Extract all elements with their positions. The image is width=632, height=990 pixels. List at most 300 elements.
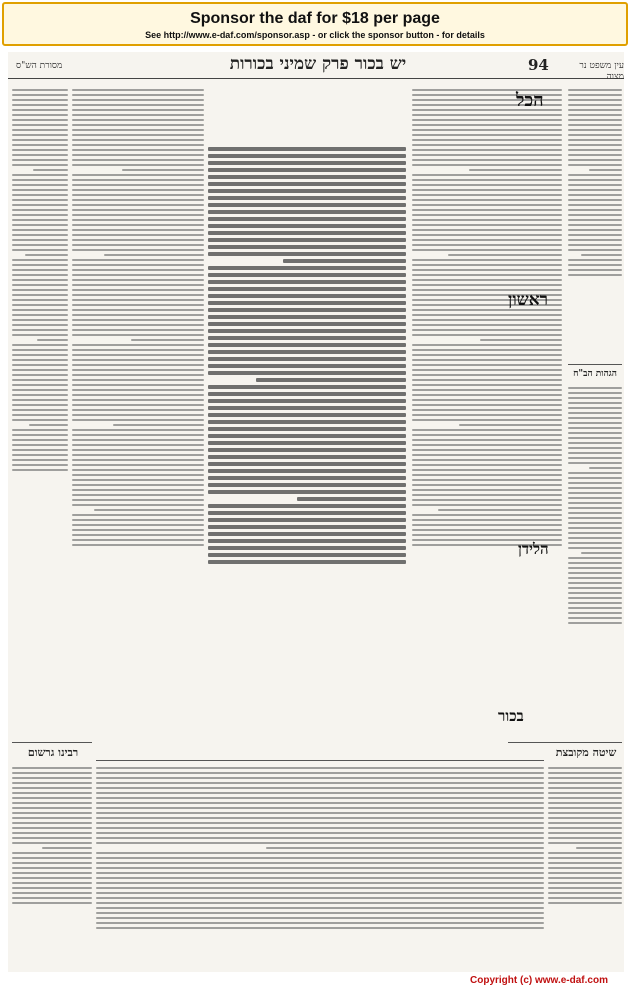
text-line (568, 219, 622, 221)
text-line (12, 837, 92, 839)
text-line (72, 274, 204, 276)
text-line (96, 817, 544, 819)
text-line (568, 234, 622, 236)
masoret-column (12, 86, 68, 706)
text-line (568, 259, 622, 261)
text-line (208, 343, 406, 347)
text-line (412, 474, 562, 476)
text-line (12, 139, 68, 141)
text-line (568, 412, 622, 414)
text-line (568, 402, 622, 404)
bottom-divider (96, 760, 544, 761)
text-line (96, 842, 544, 844)
rashi-column (72, 86, 204, 736)
text-line (72, 174, 204, 176)
text-line (412, 534, 562, 536)
gemara-column (208, 144, 406, 750)
text-line (72, 279, 204, 281)
text-line (72, 129, 204, 131)
text-line (12, 104, 68, 106)
text-line (96, 807, 544, 809)
text-line (297, 497, 406, 501)
text-line (548, 782, 622, 784)
text-line (12, 449, 68, 451)
text-line (568, 507, 622, 509)
text-line (12, 244, 68, 246)
text-line (72, 289, 204, 291)
text-line (72, 499, 204, 501)
text-line (208, 336, 406, 340)
text-line (12, 234, 68, 236)
text-line (568, 597, 622, 599)
text-line (72, 99, 204, 101)
text-line (12, 434, 68, 436)
text-line (12, 469, 68, 471)
text-line (72, 489, 204, 491)
text-line (412, 499, 562, 501)
text-line (208, 406, 406, 410)
text-line (72, 139, 204, 141)
text-line (412, 129, 562, 131)
gershom-divider (12, 742, 92, 743)
text-line (548, 862, 622, 864)
text-line (72, 529, 204, 531)
text-line (72, 419, 204, 421)
text-line (412, 174, 562, 176)
text-line (548, 772, 622, 774)
text-line (12, 862, 92, 864)
text-line (72, 114, 204, 116)
text-line (12, 404, 68, 406)
text-line (94, 509, 204, 511)
text-line (12, 767, 92, 769)
text-line (12, 304, 68, 306)
text-line (96, 767, 544, 769)
gershom-column (12, 764, 92, 964)
text-line (72, 179, 204, 181)
text-line (208, 350, 406, 354)
text-line (208, 525, 406, 529)
text-line (12, 184, 68, 186)
text-line (96, 897, 544, 899)
text-line (72, 334, 204, 336)
text-line (96, 927, 544, 929)
text-line (208, 420, 406, 424)
text-line (412, 274, 562, 276)
text-line (12, 872, 92, 874)
text-line (568, 442, 622, 444)
text-line (208, 490, 406, 494)
text-line (568, 567, 622, 569)
text-line (12, 817, 92, 819)
sponsor-title[interactable]: Sponsor the daf for $18 per page (190, 10, 440, 27)
masoret-hashas-label: מסורת הש"ס (16, 61, 63, 71)
text-line (96, 827, 544, 829)
text-line (412, 504, 562, 506)
text-line (122, 169, 204, 171)
text-line (72, 394, 204, 396)
text-line (412, 114, 562, 116)
text-line (96, 922, 544, 924)
text-line (412, 269, 562, 271)
text-line (568, 189, 622, 191)
text-line (412, 204, 562, 206)
text-line (208, 371, 406, 375)
text-line (208, 287, 406, 291)
text-line (568, 547, 622, 549)
text-line (208, 273, 406, 277)
text-line (568, 572, 622, 574)
text-line (72, 94, 204, 96)
text-line (12, 219, 68, 221)
text-line (568, 174, 622, 176)
text-line (412, 394, 562, 396)
text-line (208, 280, 406, 284)
text-line (208, 399, 406, 403)
text-line (412, 209, 562, 211)
text-line (12, 214, 68, 216)
text-line (412, 484, 562, 486)
text-line (12, 359, 68, 361)
text-line (12, 109, 68, 111)
text-line (208, 441, 406, 445)
text-line (568, 457, 622, 459)
tosafot-column (412, 86, 562, 736)
text-line (568, 179, 622, 181)
text-line (12, 344, 68, 346)
text-line (548, 882, 622, 884)
text-line (208, 266, 406, 270)
text-line (72, 359, 204, 361)
text-line (25, 254, 68, 256)
text-line (568, 517, 622, 519)
text-line (12, 797, 92, 799)
text-line (568, 129, 622, 131)
text-line (568, 582, 622, 584)
text-line (96, 877, 544, 879)
text-line (548, 827, 622, 829)
text-line (72, 269, 204, 271)
text-line (208, 455, 406, 459)
text-line (12, 389, 68, 391)
text-line (72, 214, 204, 216)
text-line (412, 249, 562, 251)
text-line (412, 154, 562, 156)
text-line (568, 184, 622, 186)
text-line (568, 264, 622, 266)
text-line (548, 787, 622, 789)
text-line (72, 234, 204, 236)
text-line (12, 802, 92, 804)
text-line (412, 529, 562, 531)
text-line (33, 169, 68, 171)
text-line (448, 254, 562, 256)
text-line (29, 424, 68, 426)
haggahot-divider (568, 364, 622, 365)
page-number: 94 (528, 56, 549, 74)
text-line (412, 514, 562, 516)
text-line (72, 204, 204, 206)
text-line (72, 544, 204, 546)
text-line (208, 301, 406, 305)
text-line (589, 169, 622, 171)
text-line (208, 189, 406, 193)
text-line (412, 479, 562, 481)
text-line (72, 209, 204, 211)
text-line (412, 324, 562, 326)
text-line (72, 364, 204, 366)
text-line (548, 817, 622, 819)
text-line (412, 124, 562, 126)
text-line (96, 787, 544, 789)
text-line (548, 792, 622, 794)
text-line (548, 902, 622, 904)
text-line (412, 224, 562, 226)
text-line (548, 802, 622, 804)
text-line (12, 852, 92, 854)
text-line (72, 244, 204, 246)
text-line (208, 217, 406, 221)
sponsor-banner[interactable] (2, 2, 628, 46)
text-line (72, 484, 204, 486)
text-line (469, 169, 562, 171)
text-line (568, 94, 622, 96)
text-line (568, 477, 622, 479)
shitah-column (548, 764, 622, 964)
text-line (568, 522, 622, 524)
text-line (96, 772, 544, 774)
text-line (480, 339, 563, 341)
text-line (12, 189, 68, 191)
text-line (72, 294, 204, 296)
text-line (12, 892, 92, 894)
text-line (72, 429, 204, 431)
copyright-footer[interactable]: Copyright (c) www.e-daf.com (470, 975, 608, 986)
text-line (412, 419, 562, 421)
text-line (72, 149, 204, 151)
text-line (548, 857, 622, 859)
text-line (568, 144, 622, 146)
ein-mishpat-label: עין משפט נר מצוה (579, 61, 624, 82)
text-line (283, 259, 406, 263)
text-line (412, 244, 562, 246)
text-line (412, 279, 562, 281)
text-line (12, 334, 68, 336)
text-line (568, 502, 622, 504)
text-line (568, 622, 622, 624)
text-line (548, 797, 622, 799)
text-line (548, 807, 622, 809)
text-line (548, 767, 622, 769)
text-line (72, 379, 204, 381)
text-line (12, 394, 68, 396)
text-line (12, 249, 68, 251)
bottom-commentary (96, 764, 544, 964)
text-line (12, 429, 68, 431)
text-line (12, 174, 68, 176)
text-line (568, 154, 622, 156)
text-line (72, 219, 204, 221)
text-line (96, 822, 544, 824)
text-line (208, 385, 406, 389)
text-line (12, 204, 68, 206)
text-line (96, 917, 544, 919)
text-line (12, 239, 68, 241)
text-line (12, 409, 68, 411)
text-line (589, 467, 622, 469)
text-line (412, 429, 562, 431)
text-line (568, 214, 622, 216)
text-line (96, 802, 544, 804)
text-line (12, 319, 68, 321)
text-line (568, 592, 622, 594)
text-line (568, 269, 622, 271)
text-line (96, 852, 544, 854)
sponsor-subtitle: See http://www.e-daf.com/sponsor.asp - or click the sponsor button - for details (145, 30, 485, 40)
text-line (548, 842, 622, 844)
text-line (72, 154, 204, 156)
text-line (72, 369, 204, 371)
text-line (96, 872, 544, 874)
text-line (12, 897, 92, 899)
text-line (12, 94, 68, 96)
text-line (208, 518, 406, 522)
text-line (72, 464, 204, 466)
text-line (72, 474, 204, 476)
text-line (96, 907, 544, 909)
text-line (12, 842, 92, 844)
text-line (96, 862, 544, 864)
text-line (12, 309, 68, 311)
text-line (12, 867, 92, 869)
text-line (72, 144, 204, 146)
text-line (568, 149, 622, 151)
text-line (72, 194, 204, 196)
text-line (208, 322, 406, 326)
text-line (12, 787, 92, 789)
text-line (412, 369, 562, 371)
text-line (96, 867, 544, 869)
text-line (12, 279, 68, 281)
text-line (568, 422, 622, 424)
text-line (12, 314, 68, 316)
text-line (37, 339, 68, 341)
text-line (568, 542, 622, 544)
text-line (12, 199, 68, 201)
text-line (96, 837, 544, 839)
text-line (568, 209, 622, 211)
text-line (72, 224, 204, 226)
text-line (208, 364, 406, 368)
text-line (96, 792, 544, 794)
text-line (208, 224, 406, 228)
headword-rishon: ראשון (508, 290, 548, 310)
text-line (12, 807, 92, 809)
text-line (459, 424, 563, 426)
text-line (256, 378, 406, 382)
text-line (12, 149, 68, 151)
text-line (208, 315, 406, 319)
text-line (568, 99, 622, 101)
text-line (131, 339, 204, 341)
text-line (12, 124, 68, 126)
text-line (568, 239, 622, 241)
text-line (72, 469, 204, 471)
running-header (8, 52, 624, 82)
text-line (12, 777, 92, 779)
text-line (72, 524, 204, 526)
text-line (12, 832, 92, 834)
text-line (412, 314, 562, 316)
text-line (72, 184, 204, 186)
text-line (12, 194, 68, 196)
text-line (72, 409, 204, 411)
text-line (72, 479, 204, 481)
chapter-title: יש בכור פרק שמיני בכורות (229, 54, 407, 74)
text-line (12, 379, 68, 381)
text-line (412, 229, 562, 231)
text-line (72, 199, 204, 201)
text-line (96, 812, 544, 814)
text-line (12, 134, 68, 136)
text-line (208, 231, 406, 235)
text-line (72, 264, 204, 266)
text-line (568, 229, 622, 231)
text-line (208, 203, 406, 207)
text-line (42, 847, 92, 849)
text-line (412, 194, 562, 196)
text-line (568, 607, 622, 609)
text-line (72, 514, 204, 516)
text-line (568, 124, 622, 126)
headword-bechor: בכור (498, 707, 524, 725)
text-line (568, 139, 622, 141)
text-line (568, 537, 622, 539)
text-line (72, 349, 204, 351)
text-line (412, 214, 562, 216)
rabbeinu-gershom-title: רבינו גרשום (27, 746, 79, 759)
text-line (96, 777, 544, 779)
text-line (568, 452, 622, 454)
text-line (412, 379, 562, 381)
text-line (568, 274, 622, 276)
text-line (412, 384, 562, 386)
text-line (208, 392, 406, 396)
text-line (412, 239, 562, 241)
text-line (208, 462, 406, 466)
text-line (72, 519, 204, 521)
text-line (568, 447, 622, 449)
text-line (568, 407, 622, 409)
text-line (548, 877, 622, 879)
text-line (568, 577, 622, 579)
text-line (12, 274, 68, 276)
text-line (568, 114, 622, 116)
text-line (412, 134, 562, 136)
text-line (412, 159, 562, 161)
text-line (208, 539, 406, 543)
text-line (568, 562, 622, 564)
text-line (568, 224, 622, 226)
text-line (96, 902, 544, 904)
text-line (568, 617, 622, 619)
text-line (72, 229, 204, 231)
text-line (412, 144, 562, 146)
text-line (12, 464, 68, 466)
text-line (72, 414, 204, 416)
text-line (208, 434, 406, 438)
text-line (568, 249, 622, 251)
